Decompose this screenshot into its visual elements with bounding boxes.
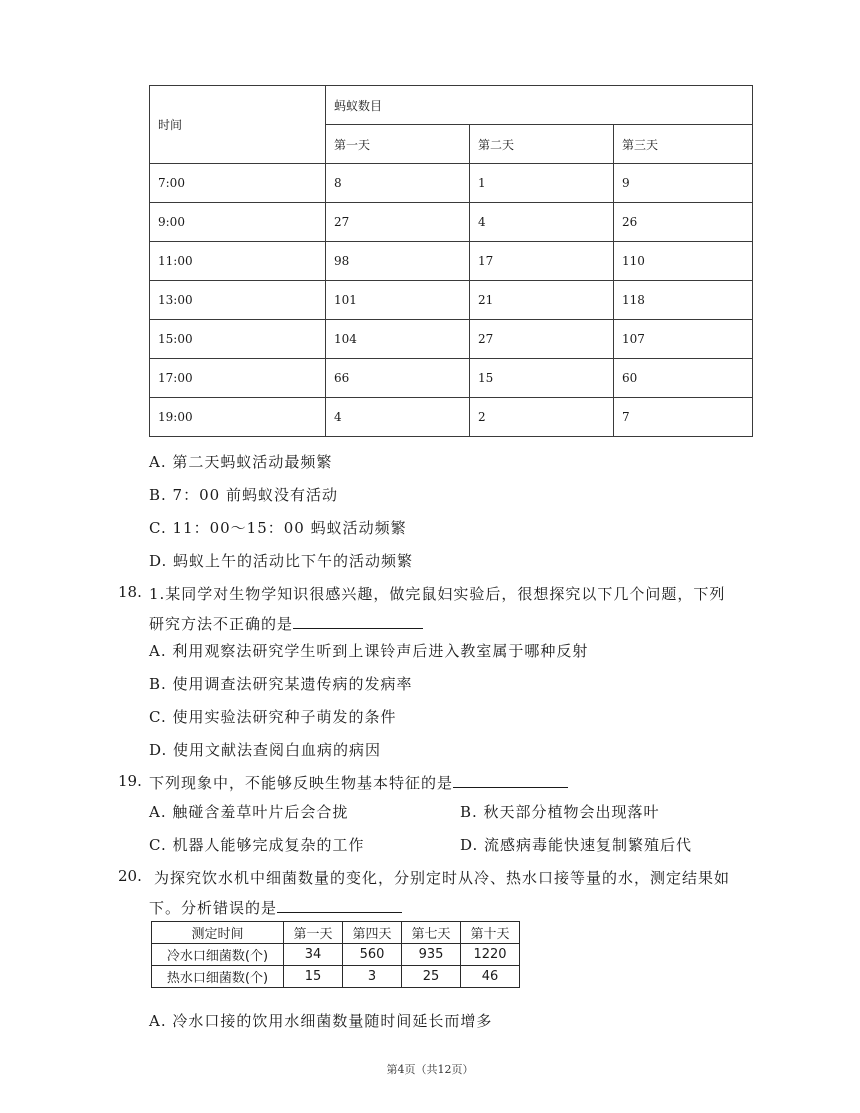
q19-option-b: B. 秋天部分植物会出现落叶 xyxy=(460,803,660,821)
count-cell: 110 xyxy=(614,242,753,281)
q20-option-a: A. 冷水口接的饮用水细菌数量随时间延长而增多 xyxy=(149,1012,493,1030)
count-cell: 15 xyxy=(284,966,343,988)
day-header: 第一天 xyxy=(326,125,470,164)
q19-option-a: A. 触碰含羞草叶片后会合拢 xyxy=(149,803,349,821)
day-header: 第三天 xyxy=(614,125,753,164)
page-footer: 第4页（共12页） xyxy=(386,1063,474,1076)
time-cell: 9:00 xyxy=(150,203,326,242)
question-number: 18. xyxy=(118,583,142,601)
q17-option-a: A. 第二天蚂蚁活动最频繁 xyxy=(149,453,333,471)
header-cell: 第七天 xyxy=(402,922,461,944)
header-cell: 第四天 xyxy=(343,922,402,944)
header-cell: 第十天 xyxy=(461,922,520,944)
count-cell: 935 xyxy=(402,944,461,966)
q19-stem-text: 下列现象中，不能够反映生物基本特征的是 xyxy=(149,774,454,792)
table-row xyxy=(152,966,520,988)
table-row xyxy=(150,242,753,281)
time-header: 时间 xyxy=(150,86,326,164)
q18-stem-line2 xyxy=(149,613,423,634)
table-header-row xyxy=(152,922,520,944)
count-cell: 25 xyxy=(402,966,461,988)
count-cell: 17 xyxy=(470,242,614,281)
question-number: 20. xyxy=(118,867,142,885)
q17-option-b: B. 7：00 前蚂蚁没有活动 xyxy=(149,486,338,504)
time-cell: 13:00 xyxy=(150,281,326,320)
bacteria-count-table xyxy=(151,921,520,988)
count-cell: 66 xyxy=(326,359,470,398)
table-row xyxy=(150,320,753,359)
q19-option-c: C. 机器人能够完成复杂的工作 xyxy=(149,836,365,854)
count-cell: 4 xyxy=(470,203,614,242)
ant-count-header: 蚂蚁数目 xyxy=(326,86,753,125)
q20-stem-line1: 为探究饮水机中细菌数量的变化，分别定时从冷、热水口接等量的水，测定结果如 xyxy=(154,869,731,887)
q20-stem-line2 xyxy=(149,897,402,918)
row-label: 热水口细菌数(个) xyxy=(152,966,284,988)
q20-stem-text: 下。分析错误的是 xyxy=(149,899,278,917)
time-cell: 15:00 xyxy=(150,320,326,359)
q18-option-a: A. 利用观察法研究学生听到上课铃声后进入教室属于哪种反射 xyxy=(149,642,589,660)
header-cell: 第一天 xyxy=(284,922,343,944)
count-cell: 2 xyxy=(470,398,614,437)
table-row xyxy=(150,203,753,242)
ant-count-table xyxy=(149,85,753,437)
count-cell: 107 xyxy=(614,320,753,359)
q17-option-d: D. 蚂蚁上午的活动比下午的活动频繁 xyxy=(149,552,414,570)
q18-stem-line1: 1.某同学对生物学知识很感兴趣，做完鼠妇实验后，很想探究以下几个问题，下列 xyxy=(149,585,726,603)
count-cell: 104 xyxy=(326,320,470,359)
q17-option-c: C. 11：00～15：00 蚂蚁活动频繁 xyxy=(149,519,407,537)
time-cell: 17:00 xyxy=(150,359,326,398)
count-cell: 101 xyxy=(326,281,470,320)
table-row xyxy=(150,281,753,320)
count-cell: 34 xyxy=(284,944,343,966)
count-cell: 560 xyxy=(343,944,402,966)
header-cell: 测定时间 xyxy=(152,922,284,944)
count-cell: 98 xyxy=(326,242,470,281)
count-cell: 21 xyxy=(470,281,614,320)
count-cell: 8 xyxy=(326,164,470,203)
count-cell: 3 xyxy=(343,966,402,988)
answer-blank xyxy=(293,628,423,629)
count-cell: 4 xyxy=(326,398,470,437)
count-cell: 9 xyxy=(614,164,753,203)
table-row xyxy=(150,164,753,203)
table-row xyxy=(150,359,753,398)
q18-stem-text: 研究方法不正确的是 xyxy=(149,615,294,633)
count-cell: 46 xyxy=(461,966,520,988)
q18-option-d: D. 使用文献法查阅白血病的病因 xyxy=(149,741,382,759)
answer-blank xyxy=(453,787,568,788)
row-label: 冷水口细菌数(个) xyxy=(152,944,284,966)
time-cell: 19:00 xyxy=(150,398,326,437)
q18-option-b: B. 使用调查法研究某遗传病的发病率 xyxy=(149,675,413,693)
q19-option-d: D. 流感病毒能快速复制繁殖后代 xyxy=(460,836,693,854)
day-header: 第二天 xyxy=(470,125,614,164)
count-cell: 27 xyxy=(326,203,470,242)
table-row xyxy=(152,944,520,966)
count-cell: 7 xyxy=(614,398,753,437)
count-cell: 27 xyxy=(470,320,614,359)
q18-option-c: C. 使用实验法研究种子萌发的条件 xyxy=(149,708,397,726)
time-cell: 7:00 xyxy=(150,164,326,203)
count-cell: 60 xyxy=(614,359,753,398)
count-cell: 15 xyxy=(470,359,614,398)
count-cell: 1220 xyxy=(461,944,520,966)
question-number: 19. xyxy=(118,772,142,790)
count-cell: 118 xyxy=(614,281,753,320)
answer-blank xyxy=(277,912,402,913)
count-cell: 26 xyxy=(614,203,753,242)
time-cell: 11:00 xyxy=(150,242,326,281)
q19-stem xyxy=(149,772,568,793)
count-cell: 1 xyxy=(470,164,614,203)
table-row xyxy=(150,398,753,437)
